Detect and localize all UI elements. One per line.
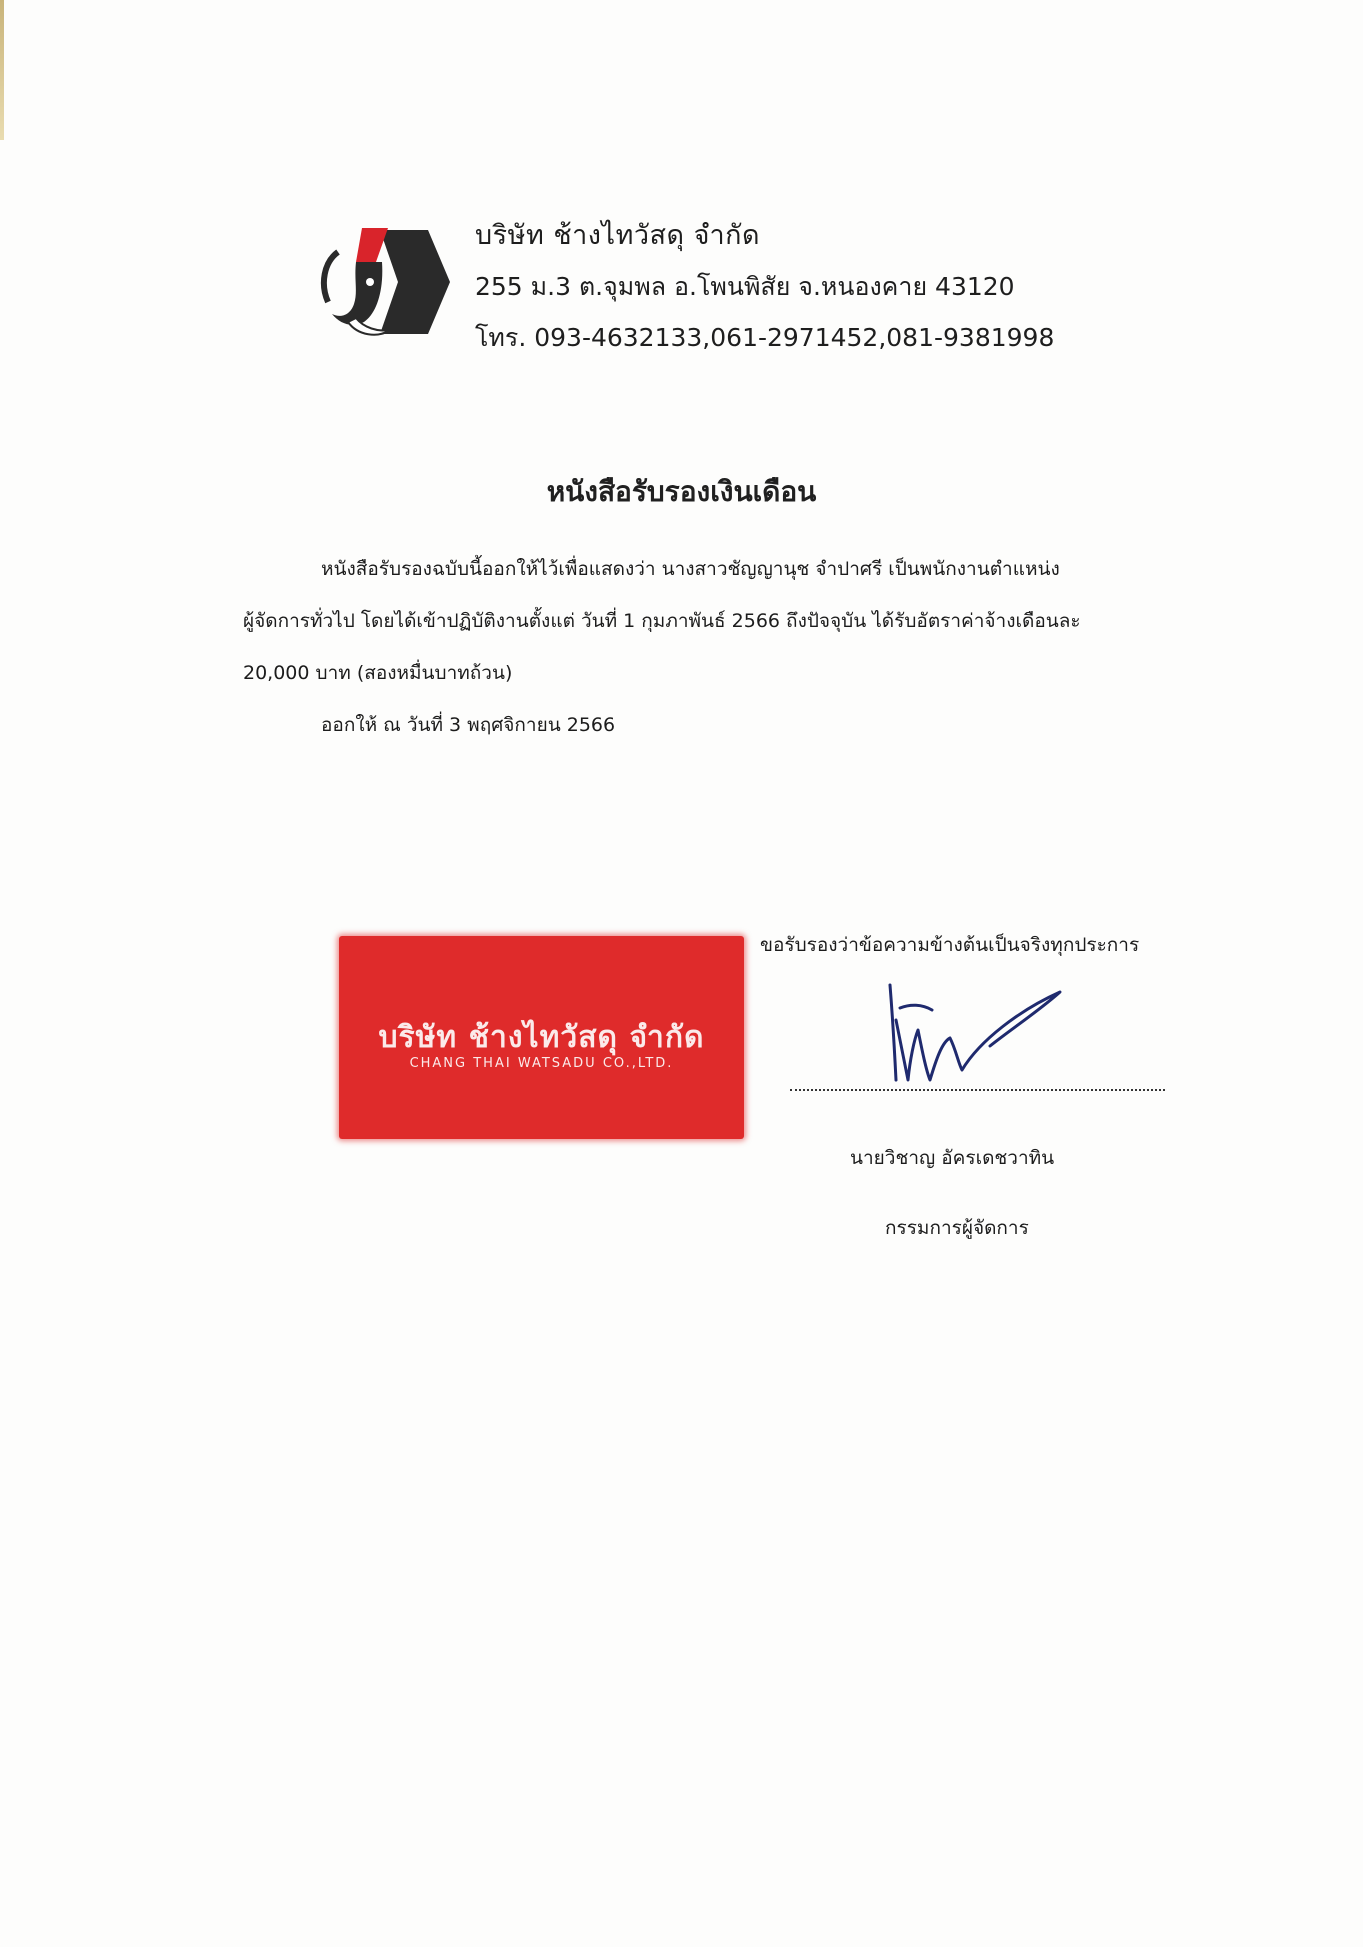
body-line-3: 20,000 บาท (สองหมื่นบาทถ้วน) <box>243 662 513 684</box>
document-title: หนังสือรับรองเงินเดือน <box>546 475 817 508</box>
handwritten-signature <box>870 980 1080 1090</box>
company-name: บริษัท ช้างไทวัสดุ จำกัด <box>475 220 760 251</box>
page-edge-shadow <box>0 0 4 140</box>
stamp-english-text: CHANG THAI WATSADU CO.,LTD. <box>409 1056 674 1071</box>
elephant-logo-icon <box>318 222 450 342</box>
stamp-thai-text: บริษัท ช้างไทวัสดุ จำกัด <box>378 1020 705 1055</box>
signer-name: นายวิชาญ อัครเดชวาทิน <box>850 1147 1055 1169</box>
company-address: 255 ม.3 ต.จุมพล อ.โพนพิสัย จ.หนองคาย 43120 <box>475 272 1015 301</box>
document-body <box>243 543 1173 751</box>
body-line-2: ผู้จัดการทั่วไป โดยได้เข้าปฏิบัติงานตั้งแต่ วันที่ 1 กุมภาพันธ์ 2566 ถึงปัจจุบัน ได้รับอัตราค่าจ้างเดือนละ <box>243 610 1081 632</box>
issue-date: ออกให้ ณ วันที่ 3 พฤศจิกายน 2566 <box>321 714 616 736</box>
letterhead <box>475 210 1054 363</box>
company-stamp <box>339 936 744 1139</box>
company-phone: โทร. 093-4632133,061-2971452,081-9381998 <box>475 323 1055 352</box>
signer-title: กรรมการผู้จัดการ <box>885 1217 1029 1239</box>
signature-line <box>790 1089 1165 1091</box>
body-line-1: หนังสือรับรองฉบับนี้ออกให้ไว้เพื่อแสดงว่า นางสาวชัญญานุช จำปาศรี เป็นพนักงานตำแหน่ง <box>321 558 1060 580</box>
certification-statement: ขอรับรองว่าข้อความข้างต้นเป็นจริงทุกประการ <box>760 934 1140 956</box>
